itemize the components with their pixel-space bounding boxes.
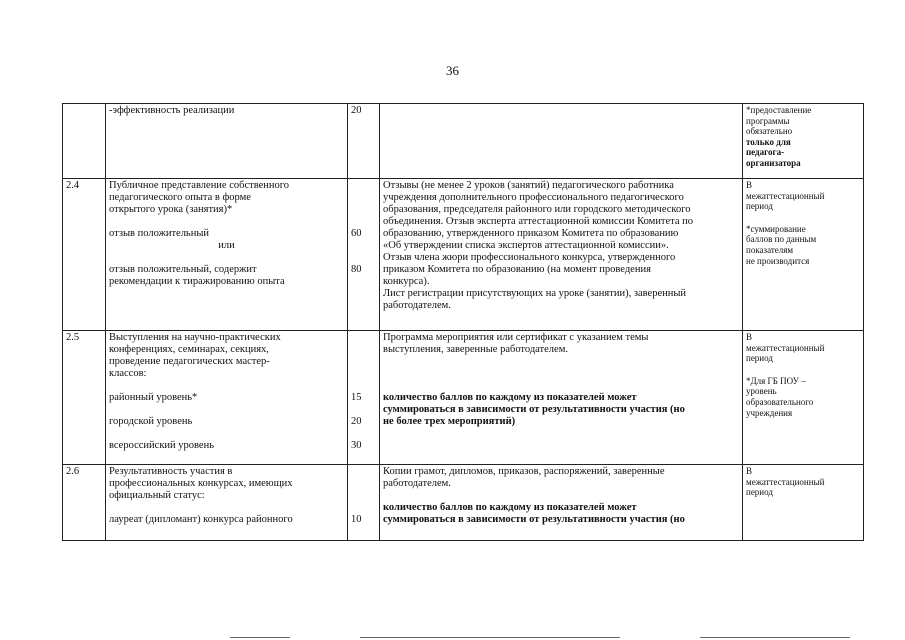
document-text-bold: количество баллов по каждому из показателей может	[383, 502, 637, 513]
document-text: образованию, утвержденного приказом Комитета по образованию	[383, 228, 679, 239]
row-number: 2.6	[63, 465, 106, 541]
row-number: 2.5	[63, 331, 106, 465]
document-text-bold: не более трех мероприятий)	[383, 416, 516, 427]
note-line: обязательно	[746, 126, 793, 137]
notes-cell	[743, 104, 864, 179]
document-text: Отзывы (не менее 2 уроков (занятий) педагогического работника	[383, 180, 674, 191]
level-text: районный уровень*	[109, 392, 198, 403]
points-cell	[348, 465, 380, 541]
document-text: Копии грамот, дипломов, приказов, распоряжений, заверенные	[383, 466, 665, 477]
criterion-text: -эффективность реализации	[109, 105, 235, 116]
criterion-cell	[106, 179, 348, 331]
documents-cell	[380, 104, 743, 179]
criterion-text: конференциях, семинарах, секциях,	[109, 344, 269, 355]
note-line: образовательного	[746, 396, 814, 407]
option-text: отзыв положительный, содержит	[109, 264, 257, 275]
document-text: Программа мероприятия или сертификат с указанием темы	[383, 332, 649, 343]
criterion-text: официальный статус:	[109, 490, 205, 501]
documents-cell	[380, 331, 743, 465]
note-line: межаттестационный	[746, 342, 825, 353]
note-line: учреждения	[746, 407, 793, 418]
criterion-cell	[106, 104, 348, 179]
table-row	[63, 179, 864, 331]
document-text: Отзыв члена жюри профессионального конкурса, утвержденного	[383, 252, 676, 263]
points-value: 20	[351, 416, 362, 427]
note-line: В	[746, 180, 753, 190]
notes-cell	[743, 179, 864, 331]
points-value: 80	[351, 264, 362, 275]
document-text: приказом Комитета по образованию (на момент проведения	[383, 264, 651, 275]
level-text: всероссийский уровень	[109, 440, 215, 451]
note-line: уровень	[746, 386, 777, 397]
note-line: межаттестационный	[746, 476, 825, 487]
criteria-table	[62, 103, 864, 541]
page-number: 36	[446, 63, 459, 78]
option-text: рекомендации к тиражированию опыта	[109, 276, 285, 287]
note-line: не производится	[746, 255, 810, 266]
points-value: 20	[351, 105, 362, 116]
criterion-cell	[106, 331, 348, 465]
row-number	[63, 104, 106, 179]
criterion-text: профессиональных конкурсах, имеющих	[109, 478, 293, 489]
points-value: 60	[351, 228, 362, 239]
document-text: работодателем.	[383, 300, 451, 311]
note-line-bold: педагога-	[746, 147, 785, 158]
next-page-edge	[230, 637, 290, 638]
criterion-text: открытого урока (занятия)*	[109, 204, 233, 215]
document-text: выступления, заверенные работодателем.	[383, 344, 568, 355]
level-text: лауреат (дипломант) конкурса районного	[109, 514, 293, 525]
table-row	[63, 465, 864, 541]
note-line: В	[746, 466, 753, 476]
documents-cell	[380, 465, 743, 541]
option-or: или	[218, 240, 235, 251]
document-text-bold: количество баллов по каждому из показателей может	[383, 392, 637, 403]
criterion-text: проведение педагогических мастер-	[109, 356, 270, 367]
document-text: учреждения дополнительного профессионального педагогического	[383, 192, 684, 203]
next-page-edge	[700, 637, 850, 638]
points-value: 10	[351, 514, 362, 525]
row-number: 2.4	[63, 179, 106, 331]
points-cell	[348, 331, 380, 465]
document-text-bold: суммироваться в зависимости от результативности участия (но	[383, 404, 685, 415]
note-line: показателям	[746, 244, 794, 255]
document-text: конкурса).	[383, 276, 430, 287]
document-text: объединения. Отзыв эксперта аттестационной комиссии Комитета по	[383, 216, 694, 227]
note-line: В	[746, 332, 753, 342]
note-line: межаттестационный	[746, 190, 825, 201]
points-value: 15	[351, 392, 362, 403]
level-text: городской уровень	[109, 416, 193, 427]
note-line: *Для ГБ ПОУ –	[746, 375, 806, 386]
points-cell	[348, 104, 380, 179]
note-line: баллов по данным	[746, 234, 817, 245]
note-line: *суммирование	[746, 223, 806, 234]
note-line: *предоставление	[746, 105, 812, 115]
note-line-bold: организатора	[746, 157, 801, 168]
criterion-text: Публичное представление собственного	[109, 180, 290, 191]
note-line: период	[746, 353, 773, 364]
document-text: образования, председателя районного или городского методического	[383, 204, 691, 215]
points-value: 30	[351, 440, 362, 451]
points-cell	[348, 179, 380, 331]
notes-cell	[743, 331, 864, 465]
document-text-bold: суммироваться в зависимости от результативности участия (но	[383, 514, 685, 525]
notes-cell	[743, 465, 864, 541]
table-row	[63, 104, 864, 179]
documents-cell	[380, 179, 743, 331]
criterion-text: классов:	[109, 368, 147, 379]
criterion-text: педагогического опыта в форме	[109, 192, 251, 203]
next-page-edge	[360, 637, 620, 638]
document-text: «Об утверждении списка экспертов аттестационной комиссии».	[383, 240, 669, 251]
note-line-bold: только для	[746, 136, 791, 147]
criterion-cell	[106, 465, 348, 541]
option-text: отзыв положительный	[109, 228, 210, 239]
document-text: работодателем.	[383, 478, 451, 489]
document-text: Лист регистрации присутствующих на уроке (занятии), заверенный	[383, 288, 687, 299]
table-row	[63, 331, 864, 465]
note-line: период	[746, 487, 773, 498]
note-line: программы	[746, 115, 790, 126]
criterion-text: Выступления на научно-практических	[109, 332, 281, 343]
criterion-text: Результативность участия в	[109, 466, 233, 477]
note-line: период	[746, 201, 773, 212]
